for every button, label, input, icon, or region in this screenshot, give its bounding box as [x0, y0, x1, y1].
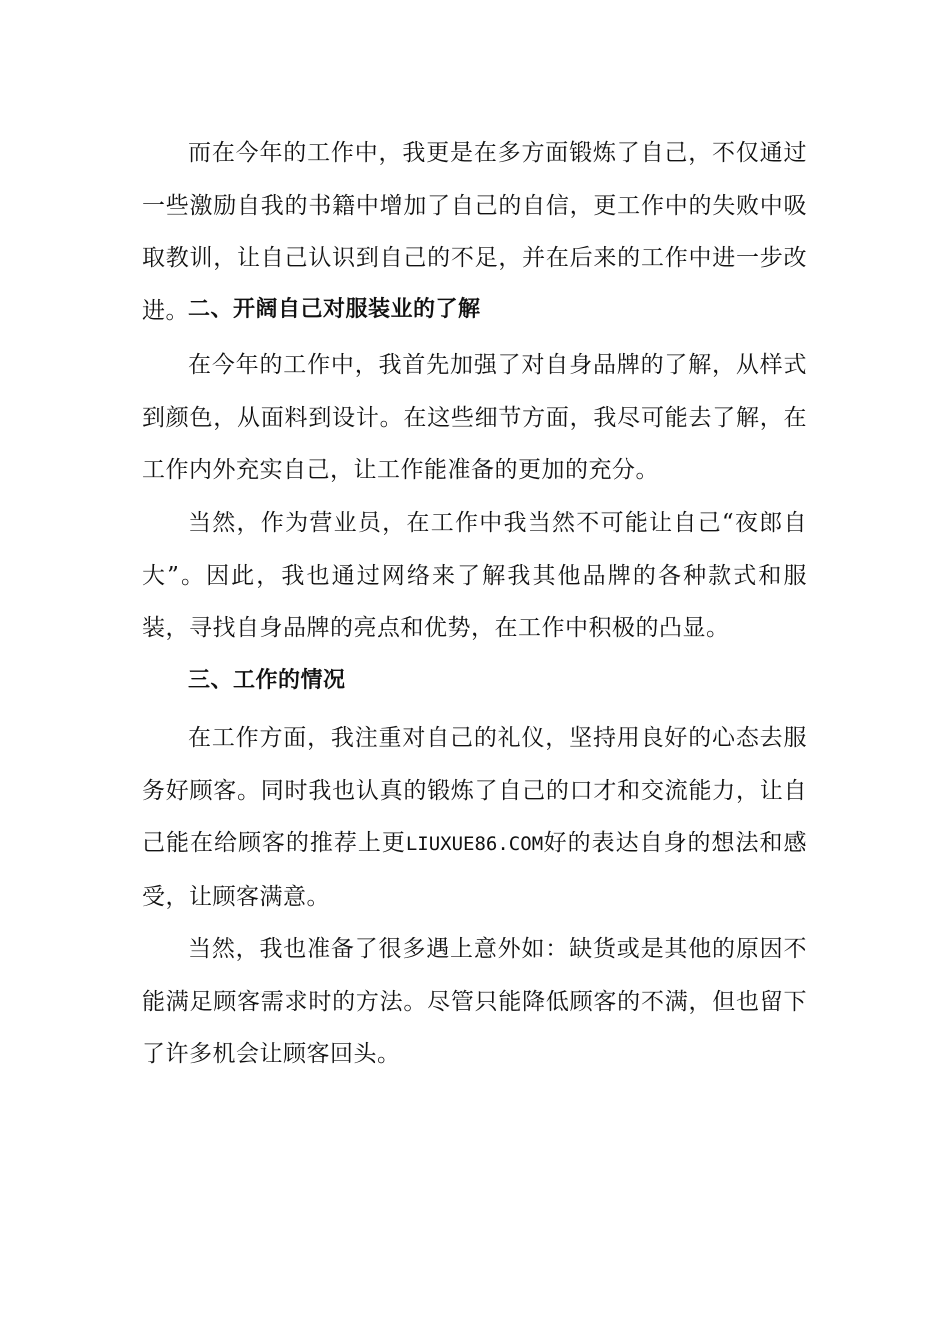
paragraph-contingency: [142, 923, 807, 1081]
paragraph-text-part: 好的表达自身的想法和感受，让顾客满意。: [142, 830, 808, 910]
section-heading-2: [142, 290, 807, 330]
heading-text: 二、开阔自己对服装业的了解: [188, 297, 481, 322]
paragraph-text: 而在今年的工作中，我更是在多方面锻炼了自己，不仅通过一些激励自我的书籍中增加了自己的自信，更工作中的失败中吸取教训，让自己认识到自己的不足，并在后来的工作中进一步改进。: [142, 140, 807, 324]
heading-text: 三、工作的情况: [188, 668, 346, 693]
paragraph-text: 在今年的工作中，我首先加强了对自身品牌的了解，从样式到颜色，从面料到设计。在这些细节方面，我尽可能去了解，在工作内外充实自己，让工作能准备的更加的充分。: [142, 352, 807, 483]
paragraph-text: 当然，作为营业员，在工作中我当然不可能让自己“夜郎自大”。因此，我也通过网络来了解我其他品牌的各种款式和服装，寻找自身品牌的亮点和优势，在工作中积极的凸显。: [142, 510, 807, 641]
section-heading-3: [142, 661, 807, 701]
paragraph-text: 当然，我也准备了很多遇上意外如：缺货或是其他的原因不能满足顾客需求时的方法。尽管只能降低顾客的不满，但也留下了许多机会让顾客回头。: [142, 936, 807, 1067]
paragraph-text-part: 在工作方面，我注重对自己的礼仪，坚持用良好的心态去服务好顾客。同时我也认真的锻炼了自己的口才和交流能力，让自己能在给顾客的推荐上更: [142, 725, 807, 856]
watermark-url: LIUXUE86.COM: [405, 833, 544, 855]
paragraph-text: [142, 712, 807, 923]
paragraph-work-situation: [142, 712, 807, 923]
paragraph-brand-knowledge: [142, 339, 807, 497]
paragraph-competitor-research: [142, 497, 807, 655]
